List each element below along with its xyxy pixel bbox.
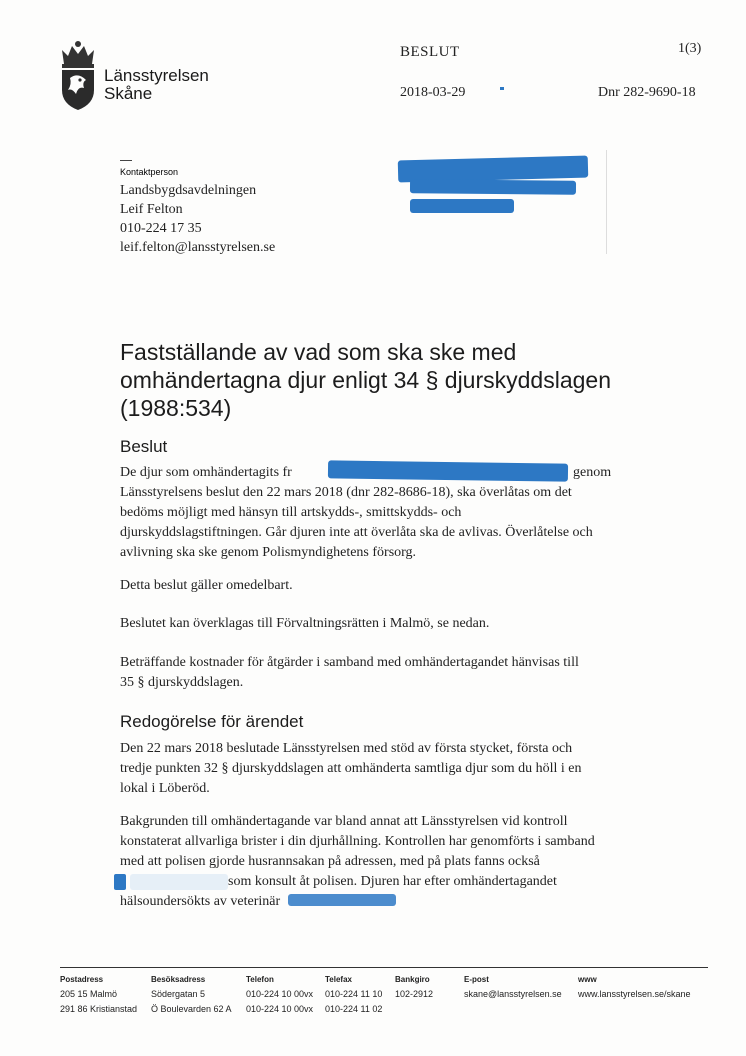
redogorelse-p2-line4-end: som konsult åt polisen. Djuren har efter omhändertagandet <box>228 874 557 889</box>
footer-postal-heading: Postadress <box>60 975 104 984</box>
footer-postal-line1: 205 15 Malmö <box>60 989 118 999</box>
contact-rule <box>120 160 132 161</box>
beslut-p1-line2: Länsstyrelsens beslut den 22 mars 2018 (dnr 282-8686-18), ska överlåtas om det <box>120 485 572 500</box>
contact-name: Leif Felton <box>120 202 183 217</box>
footer-web-heading: www <box>578 975 597 984</box>
beslut-p1-line1-end: genom <box>573 465 612 480</box>
org-name-line2: Skåne <box>104 84 153 103</box>
footer-column-fax <box>325 972 382 1017</box>
title-line3: (1988:534) <box>120 395 232 421</box>
footer-fax-heading: Telefax <box>325 975 352 984</box>
title-line2: omhändertagna djur enligt 34 § djurskyddslagen <box>120 367 611 393</box>
redacted-address-line2 <box>410 179 576 194</box>
redacted-consultant-name <box>130 874 228 890</box>
footer-column-bankgiro <box>395 972 433 1002</box>
beslut-p1-line1-start: De djur som omhändertagits fr <box>120 465 292 480</box>
redogorelse-paragraph-1 <box>120 739 650 799</box>
footer-email-line1[interactable]: skane@lansstyrelsen.se <box>464 989 562 999</box>
reference-number: Dnr 282-9690-18 <box>598 85 696 100</box>
page-number: 1(3) <box>678 41 702 56</box>
redogorelse-p2-line1: Bakgrunden till omhändertagande var bland annat att Länsstyrelsen vid kontroll <box>120 814 568 829</box>
redogorelse-p2-line5: hälsoundersökts av veterinär <box>120 894 281 909</box>
contact-phone: 010-224 17 35 <box>120 221 202 236</box>
footer-fax-line2: 010-224 11 02 <box>325 1004 383 1014</box>
footer-phone-line2: 010-224 10 00vx <box>246 1004 314 1014</box>
beslut-paragraph-4 <box>120 653 650 693</box>
redogorelse-p1-line2: tredje punkten 32 § djurskyddslagen att omhänderta samtliga djur som du höll i en <box>120 761 582 776</box>
contact-label: Kontaktperson <box>120 167 179 177</box>
contact-email: leif.felton@lansstyrelsen.se <box>120 240 276 255</box>
redogorelse-p2-line2: konstaterat allvarliga brister i din djurhållning. Kontrollen har genomförts i samband <box>120 834 595 849</box>
redogorelse-p2-line3: med att polisen gjorde husrannsakan på adressen, med på plats fanns också <box>120 854 540 869</box>
redacted-owner-name <box>328 460 568 481</box>
beslut-paragraph-3: Beslutet kan överklagas till Förvaltningsrätten i Malmö, se nedan. <box>120 616 490 631</box>
footer-column-postal <box>60 972 137 1017</box>
redacted-consultant-mark <box>114 874 126 890</box>
redacted-address-line3 <box>410 199 514 213</box>
footer-web-line1[interactable]: www.lansstyrelsen.se/skane <box>578 989 691 999</box>
footer-phone-heading: Telefon <box>246 975 274 984</box>
contact-department: Landsbygdsavdelningen <box>120 183 257 198</box>
coat-of-arms-logo <box>56 38 100 112</box>
redogorelse-p1-line3: lokal i Löberöd. <box>120 781 210 796</box>
address-window-edge <box>606 150 607 254</box>
footer-email-heading: E-post <box>464 975 489 984</box>
footer-column-visiting <box>151 972 232 1017</box>
beslut-p1-line5: avlivning ska ske genom Polismyndighetens försorg. <box>120 545 417 560</box>
ink-dot <box>500 87 504 90</box>
footer-visiting-heading: Besöksadress <box>151 975 206 984</box>
beslut-paragraph-2: Detta beslut gäller omedelbart. <box>120 578 293 593</box>
redacted-veterinarian-name <box>288 894 396 906</box>
footer-column-email <box>464 972 562 1002</box>
footer-visiting-line2: Ö Boulevarden 62 A <box>151 1004 232 1014</box>
footer-divider <box>60 967 708 968</box>
title-line1: Fastställande av vad som ska ske med <box>120 339 517 365</box>
footer-column-phone <box>246 972 313 1017</box>
document-type: BESLUT <box>400 44 460 60</box>
footer-fax-line1: 010-224 11 10 <box>325 989 383 999</box>
footer-postal-line2: 291 86 Kristianstad <box>60 1004 138 1014</box>
document-title <box>120 338 611 422</box>
beslut-p4-line1: Beträffande kostnader för åtgärder i samband med omhändertagandet hänvisas till <box>120 655 579 670</box>
footer-column-web <box>578 972 691 1002</box>
document-date: 2018-03-29 <box>400 85 466 100</box>
beslut-p1-line3: bedöms möjligt med hänsyn till artskydds-, smittskydds- och <box>120 505 462 520</box>
section-heading-beslut: Beslut <box>120 437 168 456</box>
footer-phone-line1: 010-224 10 00vx <box>246 989 314 999</box>
footer-bankgiro-heading: Bankgiro <box>395 975 430 984</box>
redogorelse-p1-line1: Den 22 mars 2018 beslutade Länsstyrelsen med stöd av första stycket, första och <box>120 741 573 756</box>
section-heading-redogorelse: Redogörelse för ärendet <box>120 712 304 731</box>
org-name-line1: Länsstyrelsen <box>104 66 209 85</box>
beslut-p1-line4: djurskyddslagstiftningen. Går djuren inte att överlåta ska de avlivas. Överlåtelse och <box>120 525 593 540</box>
beslut-p4-line2: 35 § djurskyddslagen. <box>120 675 244 690</box>
org-name <box>104 67 209 103</box>
footer-bankgiro-line1: 102-2912 <box>395 989 434 999</box>
footer-visiting-line1: Södergatan 5 <box>151 989 206 999</box>
